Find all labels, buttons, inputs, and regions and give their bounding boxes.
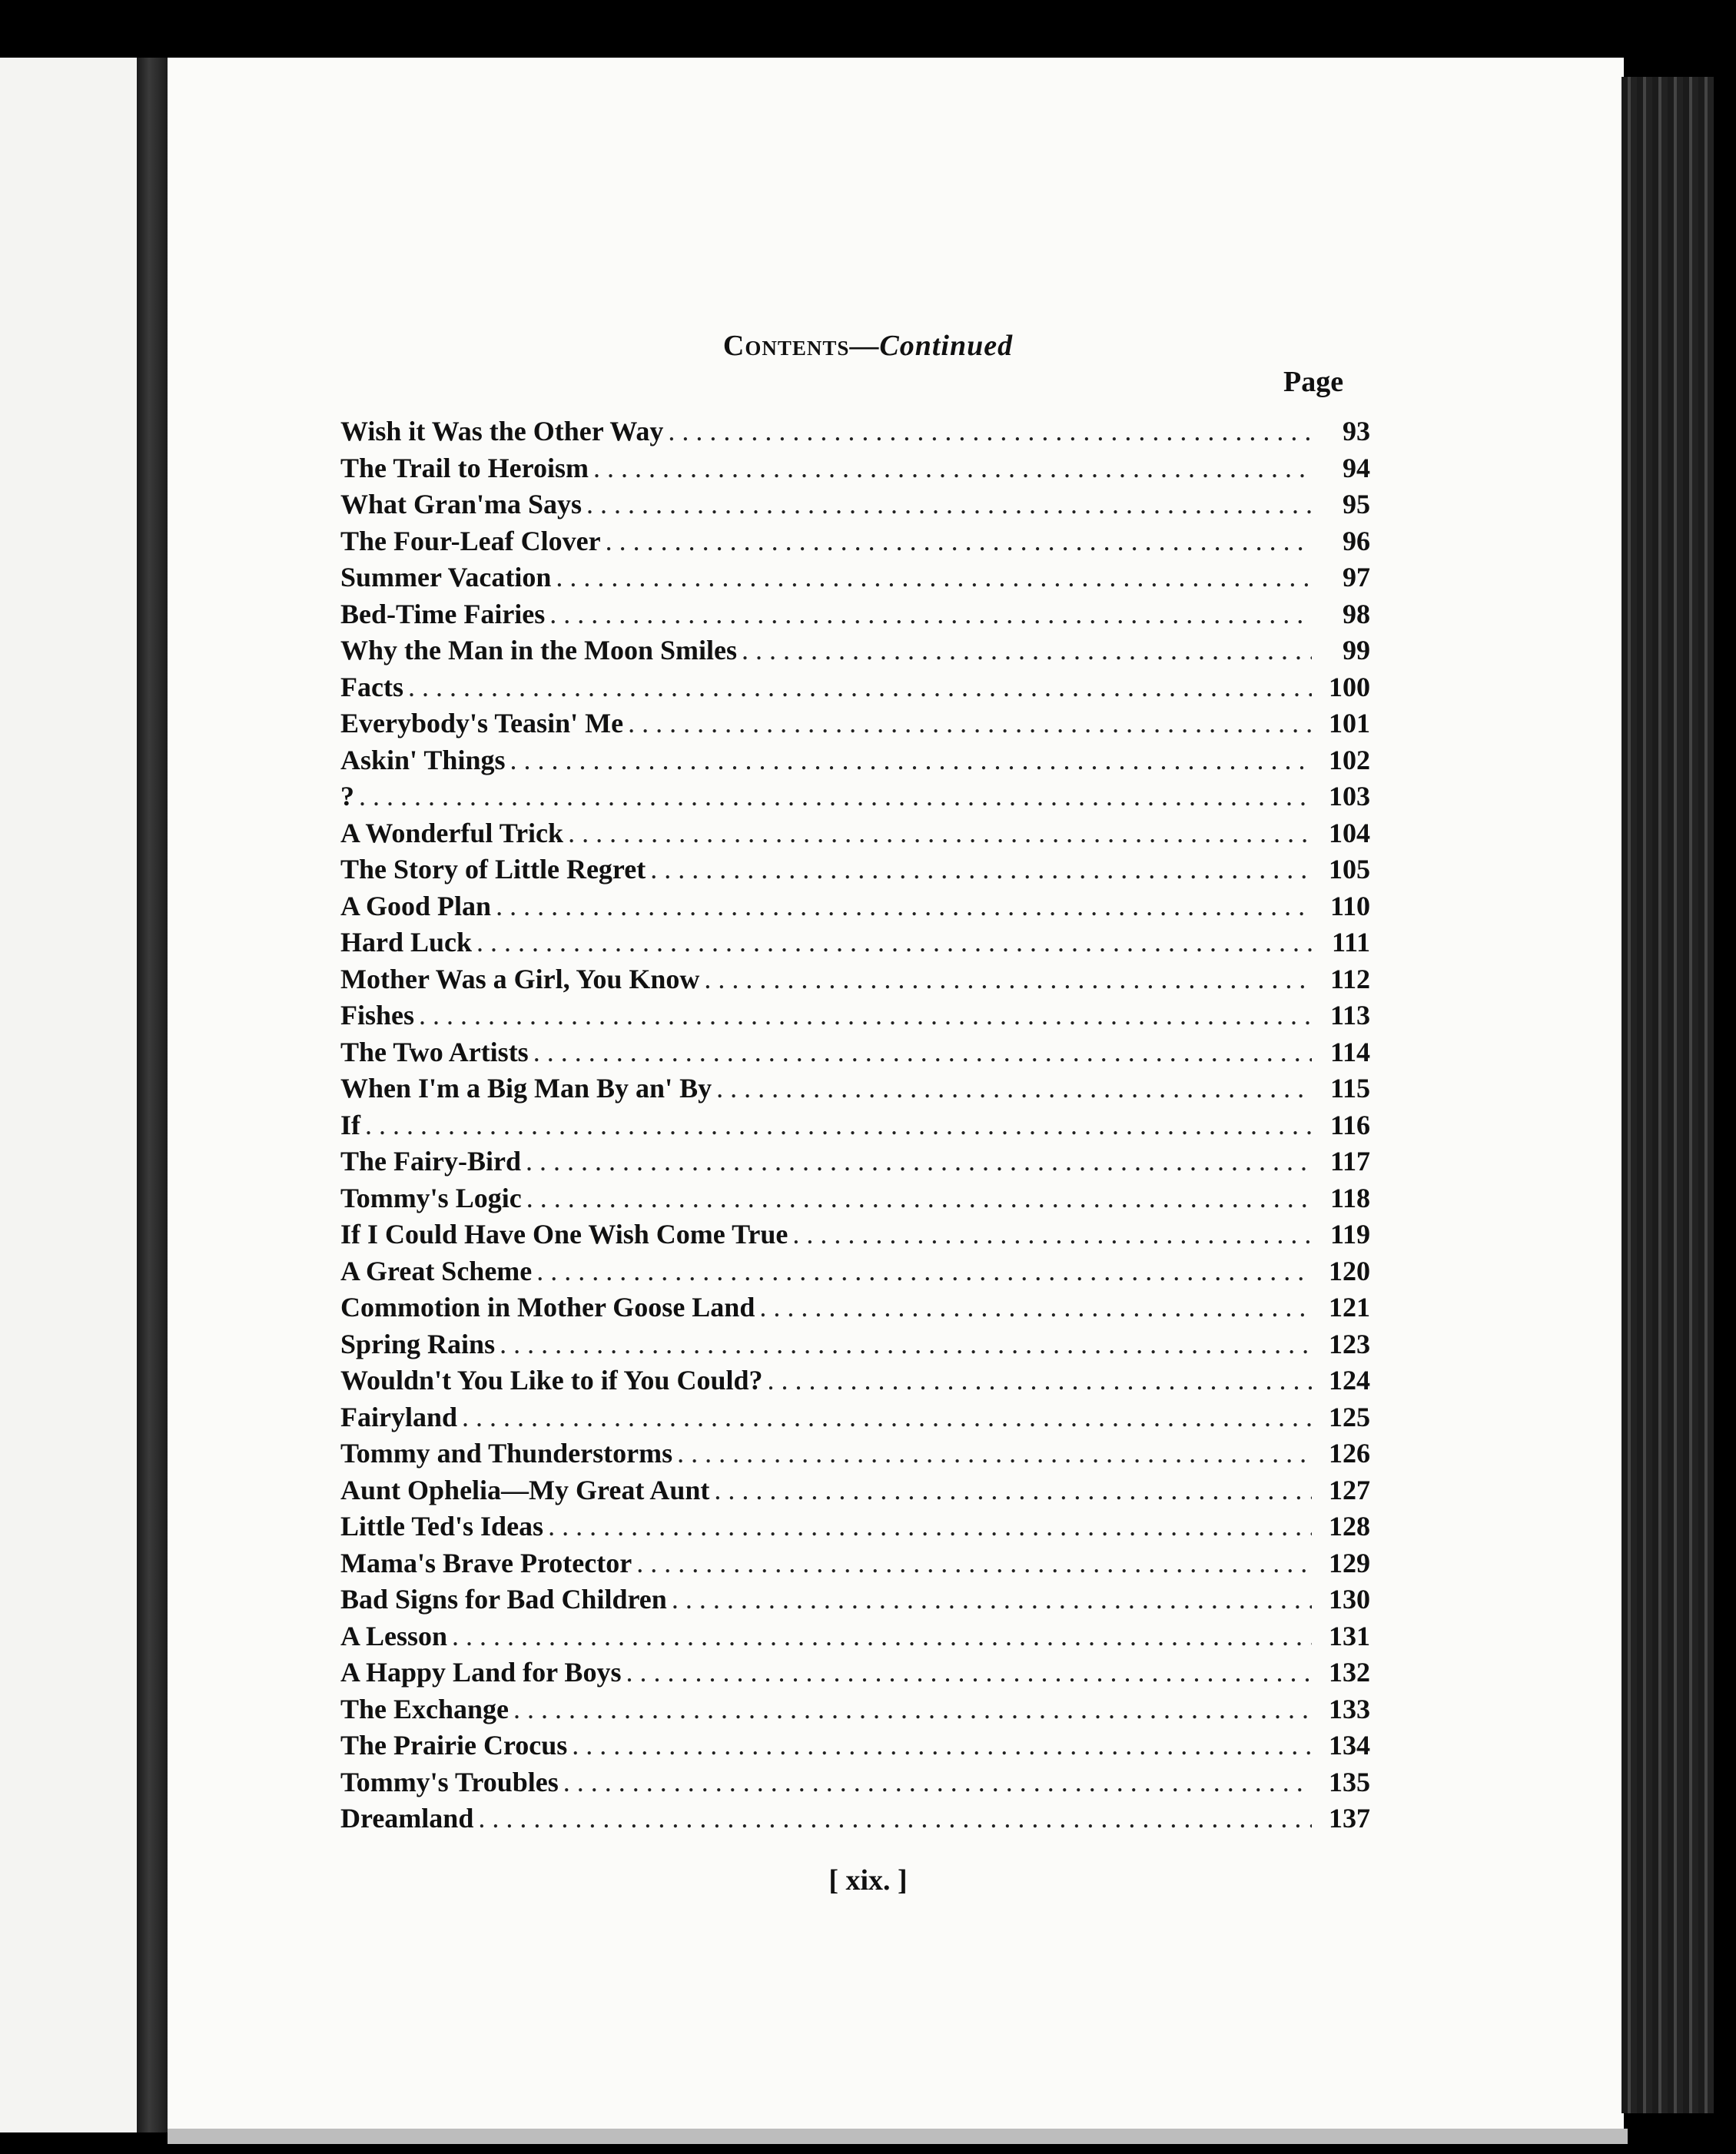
dot-leader [478, 1801, 1312, 1837]
page-folio: [ xix. ] [828, 1864, 908, 1897]
toc-entry-page: 126 [1329, 1438, 1370, 1469]
toc-entry-page: 93 [1343, 416, 1370, 446]
dot-leader [452, 1618, 1312, 1655]
heading-caps: Contents [722, 330, 850, 362]
toc-entry [340, 1654, 1370, 1691]
dot-leader [714, 1472, 1312, 1509]
toc-entry [340, 815, 1370, 852]
toc-entry-title: The Prairie Crocus [340, 1730, 568, 1761]
dot-leader [359, 778, 1312, 815]
dot-leader [586, 486, 1312, 523]
toc-entry-title: A Lesson [340, 1620, 448, 1651]
toc-entry-title: Commotion in Mother Goose Land [340, 1292, 755, 1323]
toc-entry-page: 117 [1329, 1146, 1370, 1177]
toc-entry [340, 1399, 1370, 1436]
toc-entry-title: ? [340, 781, 354, 811]
dot-leader [768, 1362, 1313, 1399]
dot-leader [526, 1143, 1312, 1180]
toc-entry [340, 450, 1370, 487]
dot-leader [792, 1216, 1312, 1253]
toc-entry-page: 105 [1329, 854, 1370, 885]
toc-entry-title: A Great Scheme [340, 1255, 533, 1286]
toc-entry-page: 97 [1343, 562, 1370, 592]
page-stack-edge [1621, 77, 1714, 2113]
toc-entry-page: 129 [1329, 1547, 1370, 1578]
toc-entry [340, 669, 1370, 706]
toc-entry [340, 1728, 1370, 1764]
toc-entry-title: Fairyland [340, 1401, 458, 1432]
toc-entry [340, 851, 1370, 888]
toc-entry-title: If [340, 1109, 360, 1140]
table-of-contents [340, 413, 1370, 1837]
toc-entry [340, 1143, 1370, 1180]
toc-entry-page: 121 [1329, 1292, 1370, 1323]
dot-leader [672, 1581, 1312, 1618]
toc-entry [340, 1581, 1370, 1618]
toc-entry-page: 112 [1329, 963, 1370, 994]
facing-page-edge [0, 58, 138, 2132]
toc-entry [340, 1034, 1370, 1071]
toc-entry [340, 997, 1370, 1034]
heading-italic: Continued [879, 330, 1014, 362]
dot-leader [742, 632, 1312, 669]
toc-entry-page: 132 [1329, 1657, 1370, 1688]
toc-entry [340, 1764, 1370, 1801]
toc-entry-title: Fishes [340, 1000, 415, 1031]
dot-leader [536, 1253, 1312, 1290]
toc-entry [340, 742, 1370, 779]
toc-entry [340, 1289, 1370, 1326]
dot-leader [548, 1508, 1312, 1545]
heading-dash: — [849, 330, 880, 362]
dot-leader [462, 1399, 1312, 1436]
toc-entry-page: 134 [1329, 1730, 1370, 1761]
toc-entry-page: 96 [1343, 525, 1370, 556]
toc-entry-page: 95 [1343, 489, 1370, 519]
dot-leader [572, 1728, 1312, 1764]
toc-entry-page: 125 [1329, 1401, 1370, 1432]
dot-leader [668, 413, 1312, 450]
toc-entry-page: 120 [1329, 1255, 1370, 1286]
toc-entry-title: Dreamland [340, 1803, 474, 1834]
toc-entry-page: 99 [1343, 635, 1370, 665]
toc-entry-title: The Story of Little Regret [340, 854, 646, 885]
toc-entry-page: 123 [1329, 1328, 1370, 1359]
toc-entry-page: 119 [1329, 1219, 1370, 1250]
toc-entry-page: 133 [1329, 1693, 1370, 1724]
dot-leader [677, 1435, 1312, 1472]
toc-entry-page: 102 [1329, 744, 1370, 775]
toc-entry-title: When I'm a Big Man By an' By [340, 1073, 712, 1104]
toc-entry-page: 130 [1329, 1584, 1370, 1615]
toc-entry-page: 110 [1329, 890, 1370, 921]
dot-leader [759, 1289, 1312, 1326]
toc-entry [340, 1618, 1370, 1655]
dot-leader [419, 997, 1312, 1034]
dot-leader [513, 1691, 1312, 1728]
toc-entry-title: Tommy's Logic [340, 1182, 522, 1213]
dot-leader [650, 851, 1312, 888]
dot-leader [556, 559, 1312, 596]
toc-entry [340, 924, 1370, 961]
toc-entry [340, 523, 1370, 560]
toc-entry-title: Aunt Ophelia—My Great Aunt [340, 1474, 710, 1505]
dot-leader [476, 924, 1312, 961]
toc-entry-title: Spring Rains [340, 1328, 496, 1359]
toc-entry [340, 1107, 1370, 1144]
toc-entry-page: 104 [1329, 817, 1370, 848]
toc-entry-title: Mama's Brave Protector [340, 1547, 632, 1578]
dot-leader [526, 1180, 1312, 1217]
toc-entry [340, 1180, 1370, 1217]
toc-entry [340, 705, 1370, 742]
toc-entry-page: 137 [1329, 1803, 1370, 1834]
book-gutter [137, 58, 168, 2132]
toc-entry-title: Tommy and Thunderstorms [340, 1438, 673, 1469]
toc-entry [340, 888, 1370, 925]
toc-entry [340, 1545, 1370, 1582]
contents-heading [0, 329, 1736, 363]
toc-entry [340, 1435, 1370, 1472]
toc-entry-title: Tommy's Troubles [340, 1766, 559, 1797]
dot-leader [510, 742, 1312, 779]
toc-entry [340, 1216, 1370, 1253]
toc-entry-page: 113 [1329, 1000, 1370, 1031]
toc-entry-title: The Fairy-Bird [340, 1146, 521, 1177]
toc-entry-title: Bed-Time Fairies [340, 598, 546, 629]
toc-entry-title: Summer Vacation [340, 562, 552, 592]
toc-entry-page: 98 [1343, 598, 1370, 629]
toc-entry-title: Wish it Was the Other Way [340, 416, 664, 446]
toc-entry [340, 1801, 1370, 1837]
toc-entry [340, 1362, 1370, 1399]
toc-entry-title: If I Could Have One Wish Come True [340, 1219, 788, 1250]
dot-leader [704, 961, 1312, 998]
toc-entry-title: Everybody's Teasin' Me [340, 708, 624, 738]
toc-entry-title: Facts [340, 671, 403, 702]
dot-leader [563, 1764, 1312, 1801]
toc-entry-page: 111 [1331, 927, 1370, 958]
toc-entry-title: The Trail to Heroism [340, 452, 589, 483]
toc-entry [340, 961, 1370, 998]
toc-entry-title: A Good Plan [340, 890, 492, 921]
toc-entry-page: 115 [1329, 1073, 1370, 1104]
toc-entry-title: Little Ted's Ideas [340, 1511, 544, 1542]
toc-entry [340, 1691, 1370, 1728]
dot-leader [628, 705, 1312, 742]
toc-entry [340, 1070, 1370, 1107]
toc-entry [340, 486, 1370, 523]
dot-leader [636, 1545, 1312, 1582]
toc-entry-title: Wouldn't You Like to if You Could? [340, 1365, 763, 1396]
dot-leader [716, 1070, 1312, 1107]
toc-entry [340, 596, 1370, 633]
dot-leader [626, 1654, 1312, 1691]
toc-entry [340, 413, 1370, 450]
toc-entry [340, 1472, 1370, 1509]
toc-entry [340, 1253, 1370, 1290]
toc-entry-title: Hard Luck [340, 927, 473, 958]
dot-leader [549, 596, 1312, 633]
dot-leader [568, 815, 1312, 852]
toc-entry [340, 1508, 1370, 1545]
toc-entry-page: 118 [1329, 1182, 1370, 1213]
toc-entry-page: 103 [1329, 781, 1370, 811]
toc-entry-title: A Happy Land for Boys [340, 1657, 622, 1688]
toc-entry [340, 778, 1370, 815]
toc-entry-title: The Two Artists [340, 1036, 529, 1067]
toc-entry-page: 94 [1343, 452, 1370, 483]
dot-leader [593, 450, 1312, 487]
toc-entry-page: 116 [1329, 1109, 1370, 1140]
toc-entry [340, 1326, 1370, 1363]
toc-entry-page: 100 [1329, 671, 1370, 702]
dot-leader [496, 888, 1312, 925]
toc-entry-title: Why the Man in the Moon Smiles [340, 635, 738, 665]
toc-entry-title: Bad Signs for Bad Children [340, 1584, 667, 1615]
toc-entry-page: 131 [1329, 1620, 1370, 1651]
page-bottom-edge [168, 2129, 1628, 2144]
dot-leader [606, 523, 1312, 560]
toc-entry [340, 559, 1370, 596]
toc-entry-title: The Four-Leaf Clover [340, 525, 601, 556]
toc-entry [340, 632, 1370, 669]
toc-entry-page: 124 [1329, 1365, 1370, 1396]
toc-entry-title: A Wonderful Trick [340, 817, 564, 848]
dot-leader [500, 1326, 1312, 1363]
toc-entry-title: The Exchange [340, 1693, 510, 1724]
toc-entry-page: 128 [1329, 1511, 1370, 1542]
toc-entry-page: 101 [1329, 708, 1370, 738]
page-column-label: Page [1283, 366, 1344, 398]
dot-leader [533, 1034, 1312, 1071]
dot-leader [408, 669, 1312, 706]
dot-leader [365, 1107, 1312, 1144]
toc-entry-page: 114 [1329, 1036, 1370, 1067]
toc-entry-title: What Gran'ma Says [340, 489, 583, 519]
toc-entry-title: Mother Was a Girl, You Know [340, 963, 700, 994]
toc-entry-page: 135 [1329, 1766, 1370, 1797]
toc-entry-title: Askin' Things [340, 744, 506, 775]
toc-entry-page: 127 [1329, 1474, 1370, 1505]
